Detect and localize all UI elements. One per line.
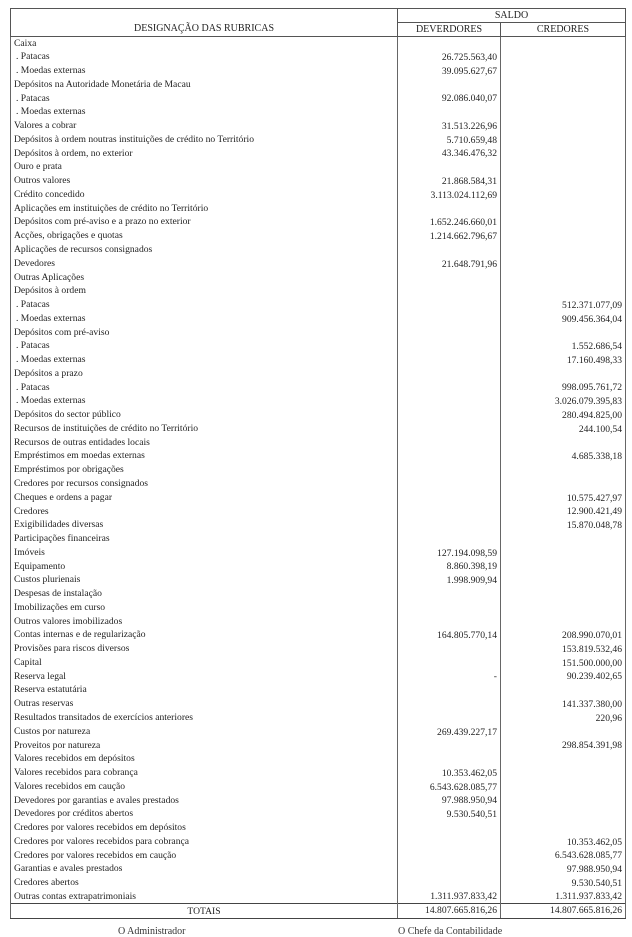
devedores-value: 6.543.628.085,77 bbox=[398, 780, 501, 794]
row-label: Credores por valores recebidos em caução bbox=[11, 849, 398, 863]
row-label: Crédito concedido bbox=[11, 188, 398, 202]
credores-value: 90.239.402,65 bbox=[501, 670, 626, 684]
devedores-value bbox=[398, 491, 501, 505]
row-label: Caixa bbox=[11, 37, 398, 51]
credores-value bbox=[501, 436, 626, 450]
table-row bbox=[11, 394, 626, 408]
table-row bbox=[11, 284, 626, 298]
row-label: Depósitos a prazo bbox=[11, 367, 398, 381]
row-label: Acções, obrigações e quotas bbox=[11, 229, 398, 243]
table-row bbox=[11, 422, 626, 436]
row-label: . Patacas bbox=[11, 381, 398, 395]
signature-accounting-chief: O Chefe da Contabilidade bbox=[398, 926, 503, 937]
row-label: Cheques e ordens a pagar bbox=[11, 491, 398, 505]
credores-value: 15.870.048,78 bbox=[501, 518, 626, 532]
credores-value bbox=[501, 780, 626, 794]
credores-value: 17.160.498,33 bbox=[501, 353, 626, 367]
row-label: . Moedas externas bbox=[11, 394, 398, 408]
row-label: Devedores bbox=[11, 257, 398, 271]
table-row bbox=[11, 381, 626, 395]
row-label: . Moedas externas bbox=[11, 64, 398, 78]
row-label: Credores por valores recebidos para cobrança bbox=[11, 835, 398, 849]
devedores-value bbox=[398, 697, 501, 711]
table-row bbox=[11, 560, 626, 574]
devedores-value bbox=[398, 642, 501, 656]
credores-value bbox=[501, 367, 626, 381]
row-label: Valores recebidos para cobrança bbox=[11, 766, 398, 780]
row-label: Empréstimos em moedas externas bbox=[11, 449, 398, 463]
row-label: Credores por valores recebidos em depósitos bbox=[11, 821, 398, 835]
row-label: Credores abertos bbox=[11, 876, 398, 890]
row-label: Depósitos com pré-aviso bbox=[11, 326, 398, 340]
devedores-value: 10.353.462,05 bbox=[398, 766, 501, 780]
row-label: . Patacas bbox=[11, 50, 398, 64]
table-row bbox=[11, 505, 626, 519]
credores-value: 909.456.364,04 bbox=[501, 312, 626, 326]
devedores-value bbox=[398, 243, 501, 257]
credores-value bbox=[501, 766, 626, 780]
table-row bbox=[11, 463, 626, 477]
devedores-value bbox=[398, 449, 501, 463]
table-row bbox=[11, 92, 626, 106]
table-row bbox=[11, 546, 626, 560]
devedores-value bbox=[398, 477, 501, 491]
row-label: Imobilizações em curso bbox=[11, 601, 398, 615]
table-row bbox=[11, 64, 626, 78]
devedores-value bbox=[398, 312, 501, 326]
devedores-value bbox=[398, 436, 501, 450]
credores-value bbox=[501, 105, 626, 119]
row-label: Equipamento bbox=[11, 560, 398, 574]
credores-value: 141.337.380,00 bbox=[501, 697, 626, 711]
table-row bbox=[11, 160, 626, 174]
devedores-value bbox=[398, 518, 501, 532]
devedores-value bbox=[398, 587, 501, 601]
devedores-value: 1.311.937.833,42 bbox=[398, 890, 501, 904]
row-label: Devedores por garantias e avales prestados bbox=[11, 794, 398, 808]
table-row bbox=[11, 656, 626, 670]
row-label: Valores a cobrar bbox=[11, 119, 398, 133]
table-row bbox=[11, 628, 626, 642]
table-row bbox=[11, 890, 626, 904]
devedores-value bbox=[398, 408, 501, 422]
table-row bbox=[11, 477, 626, 491]
devedores-value bbox=[398, 160, 501, 174]
balance-sheet-table bbox=[10, 8, 626, 919]
credores-value bbox=[501, 284, 626, 298]
row-label: Valores recebidos em depósitos bbox=[11, 752, 398, 766]
table-row bbox=[11, 876, 626, 890]
row-label: . Moedas externas bbox=[11, 353, 398, 367]
table-row bbox=[11, 119, 626, 133]
row-label: Custos plurienais bbox=[11, 573, 398, 587]
row-label: Recursos de outras entidades locais bbox=[11, 436, 398, 450]
row-label: Reserva estatutária bbox=[11, 683, 398, 697]
table-row bbox=[11, 491, 626, 505]
devedores-value bbox=[398, 202, 501, 216]
table-row bbox=[11, 573, 626, 587]
table-row bbox=[11, 339, 626, 353]
credores-value bbox=[501, 160, 626, 174]
table-row bbox=[11, 862, 626, 876]
devedores-value bbox=[398, 78, 501, 92]
table-row bbox=[11, 367, 626, 381]
table-row bbox=[11, 821, 626, 835]
devedores-value: 43.346.476,32 bbox=[398, 147, 501, 161]
saldo-header: SALDO bbox=[398, 9, 626, 23]
table-row bbox=[11, 436, 626, 450]
table-row bbox=[11, 449, 626, 463]
table-row bbox=[11, 794, 626, 808]
devedores-value bbox=[398, 105, 501, 119]
row-label: Contas internas e de regularização bbox=[11, 628, 398, 642]
devedores-value bbox=[398, 37, 501, 51]
credores-value: 1.311.937.833,42 bbox=[501, 890, 626, 904]
credores-value bbox=[501, 64, 626, 78]
credores-value: 9.530.540,51 bbox=[501, 876, 626, 890]
devedores-value bbox=[398, 326, 501, 340]
table-row bbox=[11, 50, 626, 64]
devedores-value: 97.988.950,94 bbox=[398, 794, 501, 808]
totals-devedores: 14.807.665.816,26 bbox=[398, 904, 501, 919]
row-label: Empréstimos por obrigações bbox=[11, 463, 398, 477]
credores-value: 153.819.532,46 bbox=[501, 642, 626, 656]
devedores-value bbox=[398, 835, 501, 849]
row-label: Depósitos com pré-aviso e a prazo no exterior bbox=[11, 215, 398, 229]
table-row bbox=[11, 642, 626, 656]
devedores-value bbox=[398, 353, 501, 367]
table-row bbox=[11, 835, 626, 849]
credores-value bbox=[501, 174, 626, 188]
row-label: Ouro e prata bbox=[11, 160, 398, 174]
credores-value: 10.575.427,97 bbox=[501, 491, 626, 505]
credores-value bbox=[501, 560, 626, 574]
table-row bbox=[11, 807, 626, 821]
devedores-value bbox=[398, 532, 501, 546]
table-row bbox=[11, 353, 626, 367]
table-row bbox=[11, 615, 626, 629]
devedores-value: 269.439.227,17 bbox=[398, 725, 501, 739]
table-row bbox=[11, 683, 626, 697]
credores-value: 151.500.000,00 bbox=[501, 656, 626, 670]
table-row bbox=[11, 518, 626, 532]
devedores-value: 26.725.563,40 bbox=[398, 50, 501, 64]
credores-value bbox=[501, 119, 626, 133]
table-row bbox=[11, 711, 626, 725]
row-label: Capital bbox=[11, 656, 398, 670]
credores-value bbox=[501, 546, 626, 560]
devedores-value: 39.095.627,67 bbox=[398, 64, 501, 78]
credores-value bbox=[501, 477, 626, 491]
devedores-value: 127.194.098,59 bbox=[398, 546, 501, 560]
row-label: Credores bbox=[11, 505, 398, 519]
devedores-value bbox=[398, 752, 501, 766]
table-row bbox=[11, 697, 626, 711]
credores-value bbox=[501, 794, 626, 808]
table-row bbox=[11, 587, 626, 601]
credores-value bbox=[501, 532, 626, 546]
table-row bbox=[11, 257, 626, 271]
devedores-value: 5.710.659,48 bbox=[398, 133, 501, 147]
devedores-value bbox=[398, 298, 501, 312]
table-row bbox=[11, 78, 626, 92]
row-label: Resultados transitados de exercícios anteriores bbox=[11, 711, 398, 725]
table-row bbox=[11, 326, 626, 340]
table-row bbox=[11, 725, 626, 739]
row-label: Outras reservas bbox=[11, 697, 398, 711]
row-label: Outras contas extrapatrimoniais bbox=[11, 890, 398, 904]
table-row bbox=[11, 601, 626, 615]
devedores-value bbox=[398, 862, 501, 876]
row-label: Imóveis bbox=[11, 546, 398, 560]
devedores-value: 3.113.024.112,69 bbox=[398, 188, 501, 202]
credores-value bbox=[501, 188, 626, 202]
credores-value: 220,96 bbox=[501, 711, 626, 725]
table-row bbox=[11, 243, 626, 257]
credores-value bbox=[501, 683, 626, 697]
credores-value bbox=[501, 615, 626, 629]
table-row bbox=[11, 147, 626, 161]
devedores-header: DEVERDORES bbox=[398, 23, 501, 37]
devedores-value: 1.652.246.660,01 bbox=[398, 215, 501, 229]
credores-value bbox=[501, 752, 626, 766]
devedores-value bbox=[398, 876, 501, 890]
table-row bbox=[11, 312, 626, 326]
devedores-value: 9.530.540,51 bbox=[398, 807, 501, 821]
devedores-value bbox=[398, 615, 501, 629]
credores-value bbox=[501, 807, 626, 821]
devedores-value bbox=[398, 463, 501, 477]
table-row bbox=[11, 229, 626, 243]
table-row bbox=[11, 408, 626, 422]
totals-credores: 14.807.665.816,26 bbox=[501, 904, 626, 919]
row-label: Depósitos à ordem bbox=[11, 284, 398, 298]
row-label: Devedores por créditos abertos bbox=[11, 807, 398, 821]
row-label: Custos por natureza bbox=[11, 725, 398, 739]
row-label: Aplicações em instituições de crédito no Território bbox=[11, 202, 398, 216]
row-label: Outros valores imobilizados bbox=[11, 615, 398, 629]
row-label: Depósitos na Autoridade Monetária de Macau bbox=[11, 78, 398, 92]
credores-value bbox=[501, 463, 626, 477]
table-row bbox=[11, 780, 626, 794]
devedores-value bbox=[398, 394, 501, 408]
totals-label: TOTAIS bbox=[11, 904, 398, 919]
credores-value: 6.543.628.085,77 bbox=[501, 849, 626, 863]
devedores-value bbox=[398, 422, 501, 436]
credores-value: 12.900.421,49 bbox=[501, 505, 626, 519]
credores-value bbox=[501, 37, 626, 51]
row-label: Outros valores bbox=[11, 174, 398, 188]
devedores-value: 8.860.398,19 bbox=[398, 560, 501, 574]
credores-value: 4.685.338,18 bbox=[501, 449, 626, 463]
table-row bbox=[11, 739, 626, 753]
credores-value: 998.095.761,72 bbox=[501, 381, 626, 395]
row-label: Exigibilidades diversas bbox=[11, 518, 398, 532]
totals-row bbox=[11, 904, 626, 919]
devedores-value: 21.648.791,96 bbox=[398, 257, 501, 271]
row-label: Depósitos à ordem, no exterior bbox=[11, 147, 398, 161]
credores-value: 512.371.077,09 bbox=[501, 298, 626, 312]
table-row bbox=[11, 105, 626, 119]
devedores-value: 21.868.584,31 bbox=[398, 174, 501, 188]
row-label: Depósitos do sector público bbox=[11, 408, 398, 422]
credores-value: 10.353.462,05 bbox=[501, 835, 626, 849]
table-row bbox=[11, 188, 626, 202]
devedores-value bbox=[398, 284, 501, 298]
row-label: . Patacas bbox=[11, 298, 398, 312]
credores-value bbox=[501, 821, 626, 835]
row-label: . Moedas externas bbox=[11, 105, 398, 119]
credores-value bbox=[501, 202, 626, 216]
row-label: Participações financeiras bbox=[11, 532, 398, 546]
devedores-value: - bbox=[398, 670, 501, 684]
table-row bbox=[11, 766, 626, 780]
devedores-value: 164.805.770,14 bbox=[398, 628, 501, 642]
devedores-value bbox=[398, 601, 501, 615]
devedores-value bbox=[398, 381, 501, 395]
table-row bbox=[11, 670, 626, 684]
row-label: Reserva legal bbox=[11, 670, 398, 684]
table-row bbox=[11, 174, 626, 188]
devedores-value bbox=[398, 821, 501, 835]
row-label: . Moedas externas bbox=[11, 312, 398, 326]
credores-value bbox=[501, 257, 626, 271]
table-row bbox=[11, 271, 626, 285]
credores-header: CREDORES bbox=[501, 23, 626, 37]
devedores-value bbox=[398, 849, 501, 863]
credores-value: 208.990.070,01 bbox=[501, 628, 626, 642]
credores-value bbox=[501, 243, 626, 257]
signature-administrator: O Administrador bbox=[118, 926, 186, 937]
devedores-value bbox=[398, 683, 501, 697]
devedores-value bbox=[398, 711, 501, 725]
credores-value bbox=[501, 229, 626, 243]
credores-value bbox=[501, 271, 626, 285]
row-label: . Patacas bbox=[11, 339, 398, 353]
row-label: Proveitos por natureza bbox=[11, 739, 398, 753]
credores-value: 97.988.950,94 bbox=[501, 862, 626, 876]
row-label: Outras Aplicações bbox=[11, 271, 398, 285]
designation-header: DESIGNAÇÃO DAS RUBRICAS bbox=[11, 9, 398, 37]
table-row bbox=[11, 298, 626, 312]
row-label: Aplicações de recursos consignados bbox=[11, 243, 398, 257]
credores-value bbox=[501, 92, 626, 106]
credores-value: 298.854.391,98 bbox=[501, 739, 626, 753]
credores-value bbox=[501, 587, 626, 601]
devedores-value bbox=[398, 271, 501, 285]
credores-value bbox=[501, 50, 626, 64]
row-label: Credores por recursos consignados bbox=[11, 477, 398, 491]
table-row bbox=[11, 37, 626, 51]
table-row bbox=[11, 133, 626, 147]
row-label: Depósitos à ordem noutras instituições de crédito no Território bbox=[11, 133, 398, 147]
row-label: . Patacas bbox=[11, 92, 398, 106]
table-row bbox=[11, 532, 626, 546]
credores-value: 280.494.825,00 bbox=[501, 408, 626, 422]
row-label: Recursos de instituições de crédito no Território bbox=[11, 422, 398, 436]
row-label: Garantias e avales prestados bbox=[11, 862, 398, 876]
credores-value bbox=[501, 573, 626, 587]
table-row bbox=[11, 752, 626, 766]
credores-value bbox=[501, 215, 626, 229]
credores-value: 1.552.686,54 bbox=[501, 339, 626, 353]
table-row bbox=[11, 215, 626, 229]
table-row bbox=[11, 202, 626, 216]
credores-value bbox=[501, 326, 626, 340]
row-label: Provisões para riscos diversos bbox=[11, 642, 398, 656]
devedores-value: 92.086.040,07 bbox=[398, 92, 501, 106]
credores-value bbox=[501, 601, 626, 615]
credores-value bbox=[501, 78, 626, 92]
devedores-value: 1.214.662.796,67 bbox=[398, 229, 501, 243]
devedores-value bbox=[398, 656, 501, 670]
row-label: Despesas de instalação bbox=[11, 587, 398, 601]
devedores-value bbox=[398, 339, 501, 353]
devedores-value bbox=[398, 505, 501, 519]
credores-value: 244.100,54 bbox=[501, 422, 626, 436]
table-row bbox=[11, 849, 626, 863]
credores-value bbox=[501, 133, 626, 147]
devedores-value bbox=[398, 739, 501, 753]
devedores-value bbox=[398, 367, 501, 381]
devedores-value: 31.513.226,96 bbox=[398, 119, 501, 133]
credores-value: 3.026.079.395,83 bbox=[501, 394, 626, 408]
credores-value bbox=[501, 147, 626, 161]
row-label: Valores recebidos em caução bbox=[11, 780, 398, 794]
devedores-value: 1.998.909,94 bbox=[398, 573, 501, 587]
credores-value bbox=[501, 725, 626, 739]
